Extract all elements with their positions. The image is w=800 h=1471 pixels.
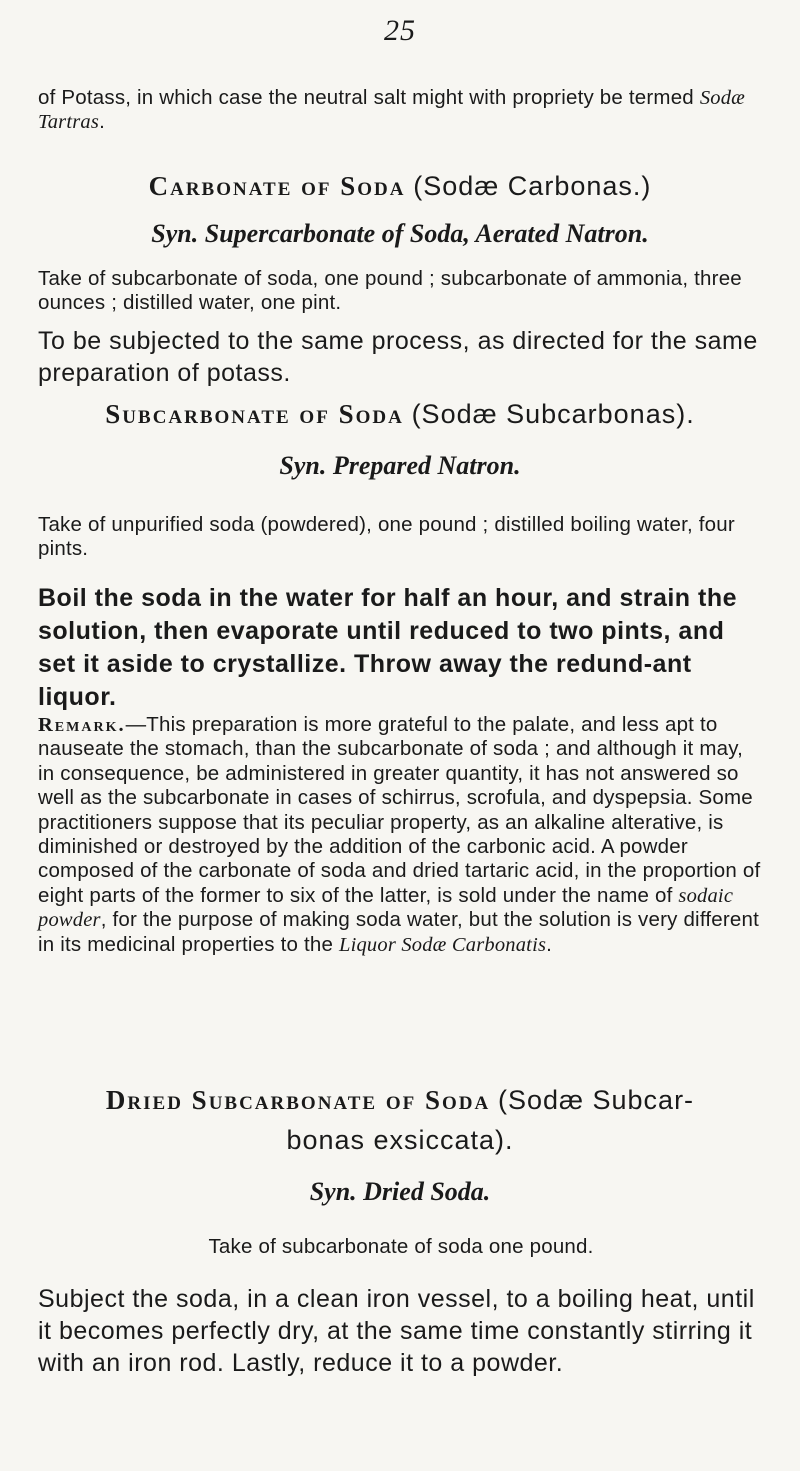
directions-paragraph: Boil the soda in the water for half an hour, and strain the solution, then evaporate until reduced to two pints, and set it aside to crystallize. Throw away the redund-ant liquor. bbox=[38, 584, 738, 711]
section-heading-carbonate bbox=[0, 170, 800, 202]
heading-latin: (Sodæ Subcar- bbox=[497, 1085, 695, 1115]
heading-english: Subcarbonate of Soda bbox=[105, 399, 404, 429]
remark-italic-term: sodaic powder bbox=[38, 884, 734, 932]
remark-text: . bbox=[546, 932, 553, 956]
section-heading-continued bbox=[0, 1124, 800, 1156]
intro-paragraph bbox=[38, 86, 764, 134]
section-heading-subcarbonate bbox=[0, 398, 800, 430]
directions-paragraph: To be subjected to the same process, as directed for the same preparation of potass. bbox=[38, 327, 758, 387]
heading-english: Dried Subcarbonate of Soda bbox=[105, 1085, 491, 1115]
section-heading-dried-subcarbonate bbox=[0, 1084, 800, 1116]
remark-label: Remark. bbox=[38, 714, 126, 736]
remark-text: —This preparation is more grateful to the palate, and less apt to nauseate the stomach, than the subcarbonate of soda ; and although it may, in consequence, be administered in greater quantity, it has not answered so well as the subcarbonate in cases of schirrus, scrofula, and dyspepsia. Some practitioners suppose that its peculiar property, as an alkaline alterative, is diminished or destroyed by the addition of the carbonic acid. A powder composed of the carbonate of soda and dried tartaric acid, in the proportion of eight parts of the former to six of the latter, is sold under the name of bbox=[38, 713, 761, 907]
synonym-line: Syn. Prepared Natron. bbox=[279, 451, 521, 480]
take-paragraph: Take of subcarbonate of soda one pound. bbox=[208, 1235, 594, 1258]
remark-paragraph bbox=[38, 713, 764, 957]
synonym-line: Syn. Dried Soda. bbox=[309, 1177, 491, 1206]
directions-paragraph: Subject the soda, in a clean iron vessel, to a boiling heat, until it becomes perfectly dry, at the same time constantly stirring it with an iron rod. Lastly, reduce it to a powder. bbox=[38, 1285, 755, 1377]
heading-latin: (Sodæ Subcarbonas). bbox=[411, 399, 695, 429]
heading-english: Carbonate of Soda bbox=[148, 171, 406, 201]
page-number: 25 bbox=[384, 14, 416, 47]
take-paragraph: Take of subcarbonate of soda, one pound ; subcarbonate of ammonia, three ounces ; distilled water, one pint. bbox=[38, 267, 742, 314]
heading-latin: (Sodæ Carbonas.) bbox=[413, 171, 652, 201]
intro-italic-term: Sodæ Tartras bbox=[38, 87, 746, 133]
take-paragraph: Take of unpurified soda (powdered), one pound ; distilled boiling water, four pints. bbox=[38, 513, 735, 560]
heading-latin: bonas exsiccata). bbox=[286, 1125, 514, 1155]
remark-text: , for the purpose of making soda water, but the solution is very different in its medicinal properties to the bbox=[38, 908, 759, 956]
intro-period: . bbox=[99, 110, 105, 133]
remark-italic-term: Liquor Sodæ Carbonatis bbox=[338, 933, 547, 956]
intro-text: of Potass, in which case the neutral salt might with propriety be termed bbox=[38, 86, 700, 109]
synonym-line: Syn. Supercarbonate of Soda, Aerated Natron. bbox=[151, 219, 649, 248]
